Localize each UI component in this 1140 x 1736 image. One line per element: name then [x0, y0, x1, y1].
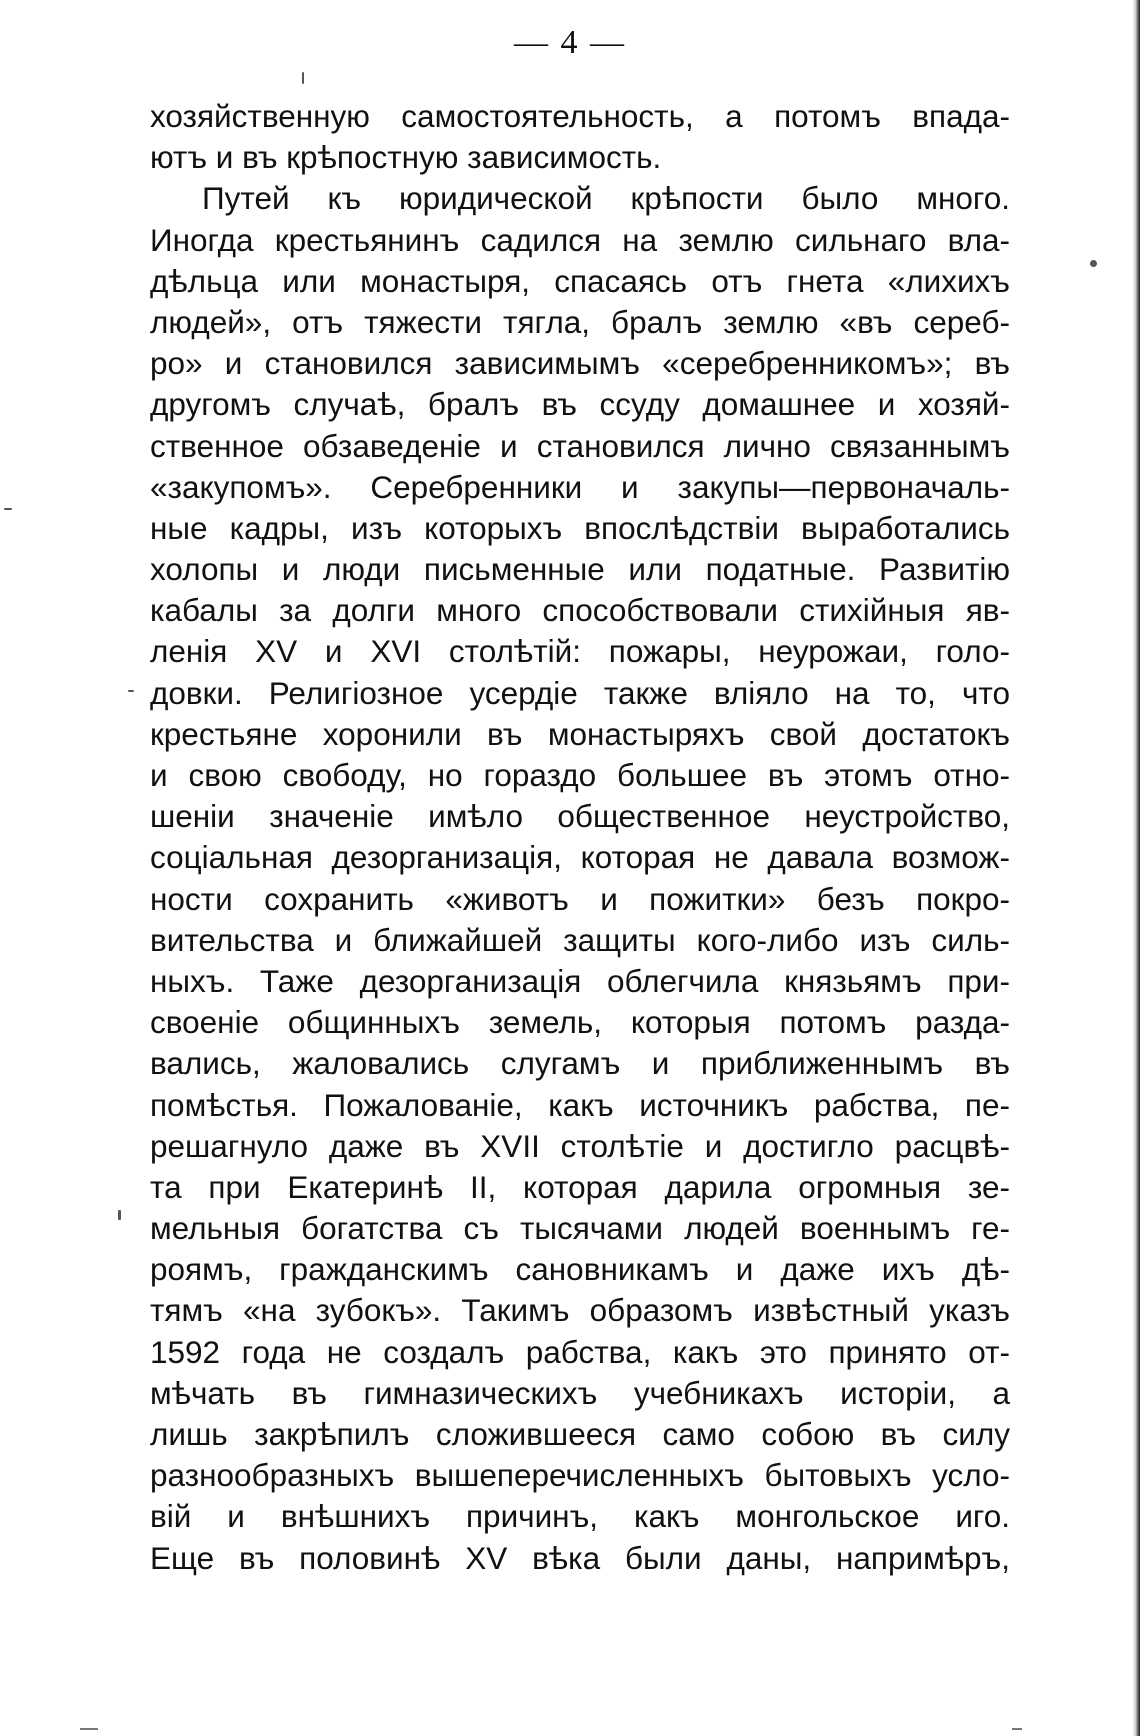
text-line: ственное обзаведеніе и становился лично связаннымъ [150, 427, 1010, 464]
text-line: разнообразныхъ вышеперечисленныхъ бытовыхъ усло- [150, 1457, 1010, 1494]
scan-speck [118, 1210, 121, 1220]
text-line: ныхъ. Таже дезорганизація облегчила князьямъ при- [150, 962, 1010, 999]
scan-speck [302, 72, 304, 84]
text-line: Еще въ половинѣ XV вѣка были даны, напримѣръ, [150, 1539, 1010, 1576]
paragraph-1 [150, 96, 1010, 178]
text-line: тямъ «на зубокъ». Такимъ образомъ извѣстный указъ [150, 1292, 1010, 1329]
text-line: роямъ, гражданскимъ сановникамъ и даже ихъ дѣ- [150, 1251, 1010, 1288]
scan-bottom-mark [80, 1728, 98, 1730]
text-line: Иногда крестьянинъ садился на землю сильнаго вла- [150, 221, 1010, 258]
scan-edge-shadow [1132, 0, 1140, 1736]
text-line: ные кадры, изъ которыхъ впослѣдствіи выработались [150, 509, 1010, 546]
scan-speck [128, 690, 134, 692]
text-line: ро» и становился зависимымъ «серебренникомъ»; въ [150, 345, 1010, 382]
body-text [150, 96, 1010, 1579]
text-line: 1592 года не создалъ рабства, какъ это принято от- [150, 1333, 1010, 1370]
text-line: людей», отъ тяжести тягла, бралъ землю «въ сереб- [150, 303, 1010, 340]
text-line: дѣльца или монастыря, спасаясь отъ гнета «лихихъ [150, 262, 1010, 299]
text-line: вій и внѣшнихъ причинъ, какъ монгольское иго. [150, 1498, 1010, 1535]
text-line: хозяйственную самостоятельность, а потомъ впада- [150, 98, 1010, 134]
text-line: холопы и люди письменные или податные. Развитію [150, 551, 1010, 588]
text-line: решагнуло даже въ XVII столѣтіе и достигло расцвѣ- [150, 1127, 1010, 1164]
text-line: и свою свободу, но гораздо большее въ этомъ отно- [150, 757, 1010, 793]
text-line: крестьяне хоронили въ монастыряхъ свой достатокъ [150, 715, 1010, 752]
text-line: мѣчать въ гимназическихъ учебникахъ исторіи, а [150, 1374, 1010, 1411]
text-line: вались, жаловались слугамъ и приближеннымъ въ [150, 1045, 1010, 1082]
text-line: своеніе общинныхъ земель, которыя потомъ разда- [150, 1004, 1010, 1041]
text-line: ютъ и въ крѣпостную зависимость. [150, 139, 662, 176]
text-line: шеніи значеніе имѣло общественное неустройство, [150, 798, 1010, 835]
text-line: ности сохранить «животъ и пожитки» безъ покро- [150, 880, 1010, 917]
text-line: помѣстья. Пожалованіе, какъ источникъ рабства, пе- [150, 1086, 1010, 1123]
text-line: Путей къ юридической крѣпости было много. [202, 180, 1010, 217]
text-line: ленія XV и XVI столѣтій: пожары, неурожаи, голо- [150, 633, 1010, 670]
text-line: довки. Религіозное усердіе также вліяло на то, что [150, 674, 1010, 711]
page-number: — 4 — [514, 24, 626, 61]
scan-speck [4, 508, 12, 510]
text-line: другомъ случаѣ, бралъ въ ссуду домашнее и хозяй- [150, 386, 1010, 423]
text-line: вительства и ближайшей защиты кого-либо изъ силь- [150, 921, 1010, 958]
scan-speck [1090, 260, 1097, 267]
text-line: кабалы за долги много способствовали стихійныя яв- [150, 592, 1010, 629]
text-line: лишь закрѣпилъ сложившееся само собою въ силу [150, 1416, 1010, 1452]
scan-bottom-mark [1012, 1728, 1022, 1730]
text-line: «закупомъ». Серебренники и закупы—первоначаль- [150, 468, 1010, 505]
paragraph-2 [150, 178, 1010, 1578]
text-line: мельныя богатства съ тысячами людей военнымъ ге- [150, 1210, 1010, 1247]
text-line: соціальная дезорганизація, которая не давала возмож- [150, 839, 1010, 876]
text-line: та при Екатеринѣ II, которая дарила огромныя зе- [150, 1168, 1010, 1205]
